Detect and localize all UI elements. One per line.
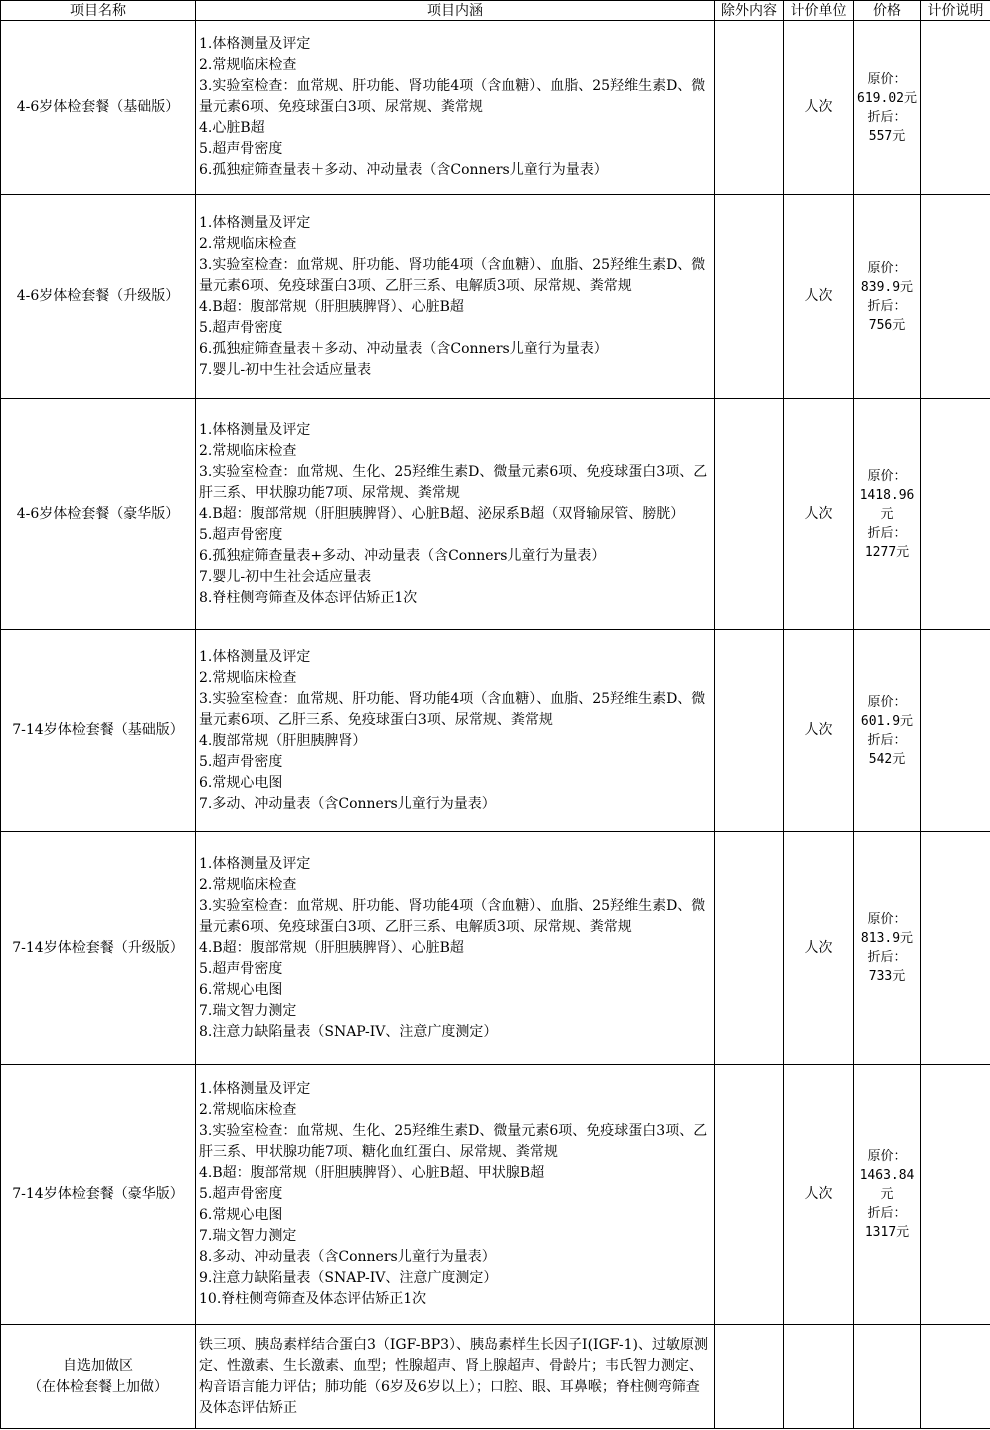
unit-cell: 人次 [784,399,854,630]
package-item: 6.孤独症筛查量表+多动、冲动量表（含Conners儿童行为量表） [199,547,606,564]
package-content [196,630,715,832]
table-row [1,399,990,630]
note-cell [921,195,990,399]
package-item: 3.实验室检查：血常规、肝功能、肾功能4项（含血糖）、血脂、25羟维生素D、微量元素6项、免疫球蛋白3项、乙肝三系、电解质3项、尿常规、粪常规 [199,256,706,294]
package-item: 6.常规心电图 [199,981,283,998]
price-line: 542元 [868,751,906,767]
package-item: 8.多动、冲动量表（含Conners儿童行为量表） [199,1249,496,1265]
package-item: 5.超声骨密度 [199,753,283,770]
note-cell [921,1325,990,1429]
package-item: 5.超声骨密度 [199,141,283,157]
price-line: 839.9元 [860,279,914,295]
package-item: 1.体格测量及评定 [199,36,311,52]
price-line: 1418.96 [859,487,915,503]
price-line: 原价： [867,468,907,484]
unit-cell: 人次 [784,21,854,195]
price-cell [854,1325,921,1429]
header-note: 计价说明 [921,1,990,21]
price-line: 折后： [867,950,907,965]
excluded-cell [715,399,784,630]
note-cell [921,399,990,630]
excluded-cell [715,832,784,1065]
package-item: 4.心脏B超 [199,120,265,136]
price-line: 813.9元 [860,931,914,946]
package-item: 3.实验室检查：血常规、生化、25羟维生素D、微量元素6项、免疫球蛋白3项、乙肝三系、甲状腺功能7项、尿常规、粪常规 [199,463,708,501]
unit-cell: 人次 [784,195,854,399]
package-name: 4-6岁体检套餐（豪华版） [1,399,196,630]
package-content [196,195,715,399]
price-line: 元 [880,1187,894,1202]
excluded-cell [715,21,784,195]
header-name: 项目名称 [1,1,196,21]
price-cell [854,832,921,1065]
unit-cell: 人次 [784,1065,854,1325]
header-price: 价格 [854,1,921,21]
package-item: 6.常规心电图 [199,774,283,791]
package-item: 5.超声骨密度 [199,319,283,336]
package-item: 4.腹部常规（肝胆胰脾肾） [199,732,367,749]
package-item: 3.实验室检查：血常规、肝功能、肾功能4项（含血糖）、血脂、25羟维生素D、微量元素6项、免疫球蛋白3项、乙肝三系、电解质3项、尿常规、粪常规 [199,897,706,935]
price-line: 733元 [868,969,906,984]
package-item: 2.常规临床检查 [199,235,297,252]
header-content: 项目内涵 [196,1,715,21]
table-row [1,1325,990,1429]
price-line: 原价： [867,912,907,927]
package-item: 5.超声骨密度 [199,526,283,543]
price-line: 1277元 [864,544,910,560]
package-item: 2.常规临床检查 [199,876,297,893]
package-item: 7.婴儿-初中生社会适应量表 [199,361,372,378]
unit-cell: 人次 [784,832,854,1065]
addon-content: 铁三项、胰岛素样结合蛋白3（IGF-BP3）、胰岛素样生长因子I(IGF-1)、过敏原测定、性激素、生长激素、血型；性腺超声、肾上腺超声、骨龄片；韦氏智力测定、构音语言能力评估；肺功能（6岁及6岁以上）；口腔、眼、耳鼻喉；脊柱侧弯筛查及体态评估矫正 [196,1325,715,1429]
package-item: 3.实验室检查：血常规、生化、25羟维生素D、微量元素6项、免疫球蛋白3项、乙肝三系、甲状腺功能7项、糖化血红蛋白、尿常规、粪常规 [199,1123,708,1160]
package-item: 7.瑞文智力测定 [199,1002,297,1019]
excluded-cell [715,1325,784,1429]
package-item: 2.常规临床检查 [199,1102,297,1118]
package-item: 6.孤独症筛查量表＋多动、冲动量表（含Conners儿童行为量表） [199,162,608,178]
price-cell [854,1065,921,1325]
package-item: 2.常规临床检查 [199,57,297,73]
header-excluded: 除外内容 [715,1,784,21]
package-item: 4.B超：腹部常规（肝胆胰脾肾）、心脏B超、泌尿系B超（双肾输尿管、膀胱） [199,505,685,522]
package-content [196,1065,715,1325]
package-item: 2.常规临床检查 [199,442,297,459]
price-line: 折后： [867,298,907,314]
table-row [1,21,990,195]
package-item: 7.瑞文智力测定 [199,1228,297,1244]
price-cell [854,195,921,399]
price-line: 756元 [868,317,906,333]
table-row [1,630,990,832]
price-line: 原价： [867,260,907,276]
price-line: 1463.84 [859,1168,915,1183]
package-item: 1.体格测量及评定 [199,421,311,438]
price-line: 557元 [868,128,906,144]
price-cell [854,21,921,195]
package-item: 7.多动、冲动量表（含Conners儿童行为量表） [199,795,496,812]
package-item: 3.实验室检查：血常规、肝功能、肾功能4项（含血糖）、血脂、25羟维生素D、微量元素6项、乙肝三系、免疫球蛋白3项、尿常规、粪常规 [199,690,706,728]
package-item: 6.孤独症筛查量表＋多动、冲动量表（含Conners儿童行为量表） [199,340,608,357]
package-name: 4-6岁体检套餐（升级版） [1,195,196,399]
package-item: 2.常规临床检查 [199,669,297,686]
package-name: 7-14岁体检套餐（升级版） [1,832,196,1065]
price-line: 619.02元 [857,90,917,106]
package-item: 10.脊柱侧弯筛查及体态评估矫正1次 [199,1291,427,1307]
price-line: 601.9元 [860,713,914,729]
table-row [1,195,990,399]
package-item: 8.脊柱侧弯筛查及体态评估矫正1次 [199,589,418,606]
header-row [1,1,990,21]
package-item: 1.体格测量及评定 [199,1081,311,1097]
package-item: 4.B超：腹部常规（肝胆胰脾肾）、心脏B超、甲状腺B超 [199,1165,545,1181]
package-item: 1.体格测量及评定 [199,648,311,665]
price-cell [854,399,921,630]
package-name: 4-6岁体检套餐（基础版） [1,21,196,195]
addon-subtitle: （在体检套餐上加做） [28,1378,168,1395]
package-name: 7-14岁体检套餐（基础版） [1,630,196,832]
price-line: 折后： [867,1206,907,1221]
note-cell [921,21,990,195]
price-line: 折后： [867,732,907,748]
note-cell [921,1065,990,1325]
table-row [1,832,990,1065]
excluded-cell [715,195,784,399]
price-line: 元 [880,506,894,522]
package-content [196,399,715,630]
unit-cell: 人次 [784,630,854,832]
package-item: 1.体格测量及评定 [199,214,311,231]
excluded-cell [715,630,784,832]
addon-area-name [1,1325,196,1429]
price-line: 原价： [867,694,907,710]
excluded-cell [715,1065,784,1325]
package-item: 3.实验室检查：血常规、肝功能、肾功能4项（含血糖）、血脂、25羟维生素D、微量元素6项、免疫球蛋白3项、尿常规、粪常规 [199,78,706,115]
package-item: 5.超声骨密度 [199,960,283,977]
package-item: 8.注意力缺陷量表（SNAP-IV、注意广度测定） [199,1023,498,1040]
price-line: 折后： [867,109,907,125]
price-cell [854,630,921,832]
table-row [1,1065,990,1325]
price-line: 原价： [867,71,907,87]
package-item: 4.B超：腹部常规（肝胆胰脾肾）、心脏B超 [199,939,464,956]
package-item: 4.B超：腹部常规（肝胆胰脾肾）、心脏B超 [199,298,464,315]
price-line: 折后： [867,525,907,541]
price-line: 原价： [867,1149,907,1164]
price-line: 1317元 [864,1225,910,1240]
package-item: 1.体格测量及评定 [199,855,311,872]
package-item: 5.超声骨密度 [199,1186,283,1202]
package-item: 9.注意力缺陷量表（SNAP-IV、注意广度测定） [199,1270,498,1286]
note-cell [921,832,990,1065]
note-cell [921,630,990,832]
addon-title: 自选加做区 [63,1357,133,1374]
package-content [196,21,715,195]
package-item: 6.常规心电图 [199,1207,283,1223]
package-item: 7.婴儿-初中生社会适应量表 [199,568,372,585]
unit-cell [784,1325,854,1429]
package-name: 7-14岁体检套餐（豪华版） [1,1065,196,1325]
package-content [196,832,715,1065]
header-unit: 计价单位 [784,1,854,21]
